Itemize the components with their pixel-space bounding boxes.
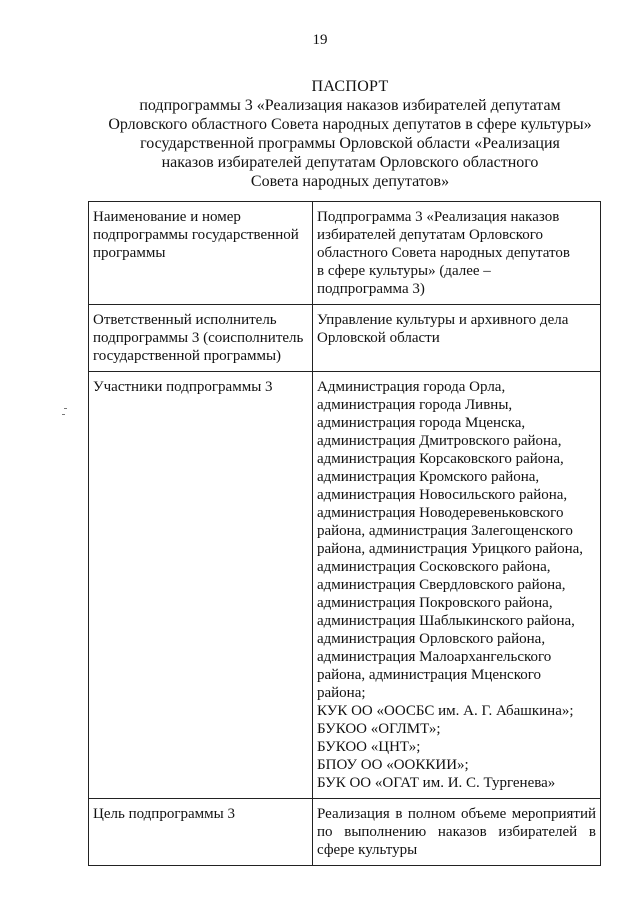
heading-line: государственной программы Орловской области «Реализация (140, 135, 560, 152)
document-heading (60, 77, 640, 191)
row-label-cell (89, 202, 313, 305)
document-title: ПАСПОРТ (311, 78, 389, 95)
row-value-cell (313, 305, 601, 372)
table-row (89, 305, 601, 372)
table-row (89, 202, 601, 305)
row-label-cell (89, 372, 313, 799)
row-value: Реализация в полном объеме мероприятий по выполнению наказов избирателей в сфере культуры (317, 806, 596, 858)
heading-line: Совета народных депутатов» (250, 173, 450, 190)
heading-line: наказов избирателей депутатам Орловского областного (161, 154, 539, 171)
row-value: Администрация города Орла, администрация города Ливны, администрация города Мценска, администрация Дмитровского района, администрация Корсаковского района, администрация Кромского района, администрация Новосильского района, администрация Новодеревеньковского района, администрация Залегощенского района, администрация Урицкого района, администрация Сосковского района, администрация Свердловского района, администрация Покровского района, администрация Шаблыкинского района, администрация Орловского района, администрация Малоархангельского района, администрация Мценского района; КУК ОО «ООСБС им. А. Г. Абашкина»; БУКОО «ОГЛМТ»; БУКОО «ЦНТ»; БПОУ ОО «ООККИИ»; БУК ОО «ОГАТ им. И. С. Тургенева» (317, 379, 584, 791)
row-label-cell (89, 799, 313, 866)
scan-artifact (64, 408, 67, 409)
row-label-cell (89, 305, 313, 372)
row-value: Управление культуры и архивного дела Орловской области (317, 312, 569, 346)
row-value-cell (313, 202, 601, 305)
row-value-cell (313, 799, 601, 866)
row-value: Подпрограмма 3 «Реализация наказов избирателей депутатам Орловского областного Совета народных депутатов в сфере культуры» (далее – подпрограмма 3) (317, 209, 570, 297)
passport-table (88, 201, 601, 866)
row-label: Ответственный исполнитель подпрограммы 3 (соисполнитель государственной программы) (93, 312, 304, 364)
row-label: Участники подпрограммы 3 (93, 379, 273, 395)
scan-artifact (62, 414, 65, 415)
row-label: Наименование и номер подпрограммы государственной программы (93, 209, 299, 261)
table-row (89, 799, 601, 866)
heading-line: Орловского областного Совета народных депутатов в сфере культуры» (108, 116, 592, 133)
row-value-cell (313, 372, 601, 799)
page-number: 19 (312, 32, 328, 48)
row-label: Цель подпрограммы 3 (93, 806, 235, 822)
table-row (89, 372, 601, 799)
heading-line: подпрограммы 3 «Реализация наказов избирателей депутатам (139, 97, 561, 114)
